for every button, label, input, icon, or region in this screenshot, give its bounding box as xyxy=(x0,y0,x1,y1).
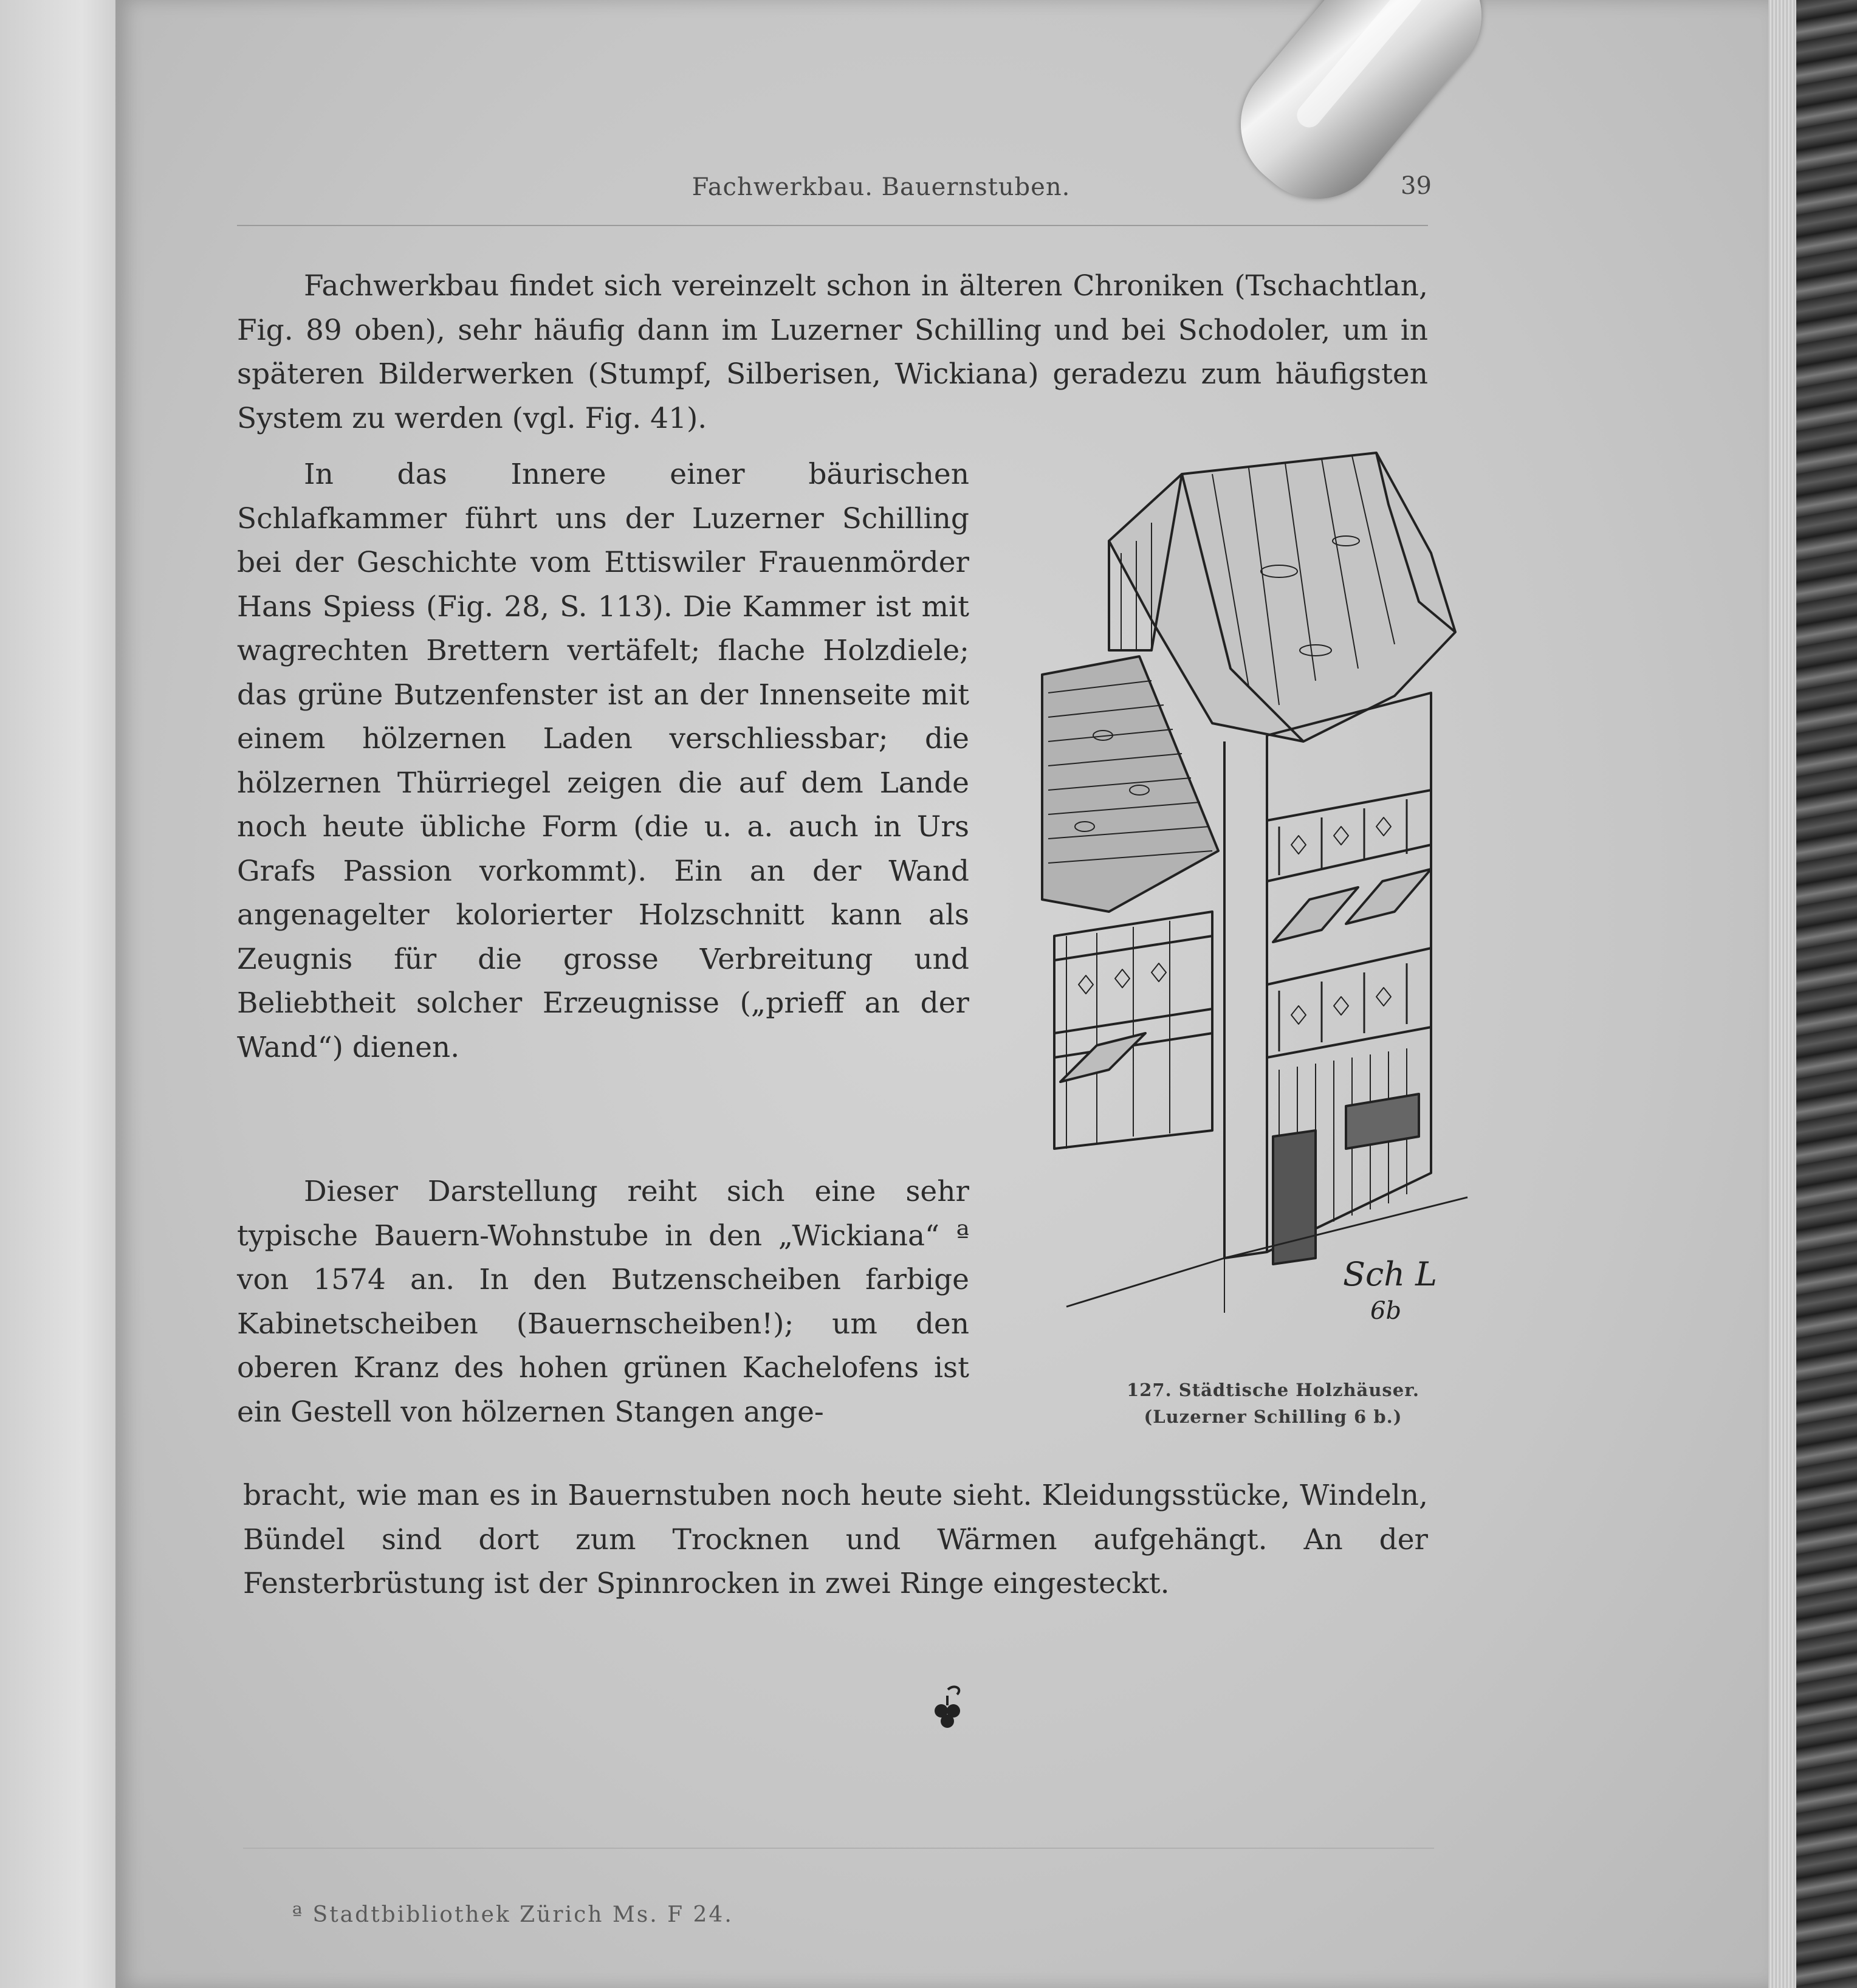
figure-caption-title: 127. Städtische Holzhäuser. xyxy=(1127,1380,1419,1400)
page-number: 39 xyxy=(1401,172,1432,200)
paragraph-3-continued: bracht, wie man es in Bauernstuben noch heute sieht. Kleidungsstücke, Windeln, Bündel sind dort zum Trocknen und Wärmen aufgehängt. An der Fensterbrüstung ist der Spinnrocken in zwei Ringe eingesteckt. xyxy=(243,1479,1428,1600)
artist-signature: Sch L xyxy=(1343,1255,1438,1293)
figure-caption-source: (Luzerner Schilling 6 b.) xyxy=(1144,1406,1402,1427)
figure-illustration xyxy=(1030,450,1504,1331)
header-rule xyxy=(237,225,1428,226)
paragraph-1: Fachwerkbau findet sich vereinzelt schon in älteren Chroniken (Tschachtlan, Fig. 89 oben), sehr häufig dann im Luzerner Schilling und bei Schodoler, um in späteren Bilderwerken (Stumpf, Silberisen, Wickiana) geradezu zum häufigsten System zu werden (vgl. Fig. 41). xyxy=(237,269,1428,435)
running-head: Fachwerkbau. Bauernstuben. xyxy=(692,173,1071,201)
artist-signature-number: 6b xyxy=(1370,1297,1402,1325)
book-cover-edge xyxy=(1790,0,1857,1988)
half-timbered-houses-drawing xyxy=(1030,450,1504,1331)
footnote: ª Stadtbibliothek Zürich Ms. F 24. xyxy=(292,1902,733,1927)
paragraph-3: Dieser Darstellung reiht sich eine sehr typische Bauern-Wohnstube in den „Wickiana“ ª von 1574 an. In den Butzenscheiben farbige Kabinetscheiben (Bauernscheiben!); um den oberen Kranz des hohen grünen Kachelofens ist ein Gestell von hölzernen Stangen ange- xyxy=(237,1175,969,1429)
paragraph-2: In das Innere einer bäurischen Schlafkammer führt uns der Luzerner Schilling bei der Geschichte vom Ettiswiler Frauenmörder Hans Spiess (Fig. 28, S. 113). Die Kammer ist mit wagrechten Brettern vertäfelt; flache Holzdiele; das grüne Butzenfenster ist an der Innenseite mit einem hölzernen Laden verschliessbar; die hölzernen Thürriegel zeigen die auf dem Lande noch heute übliche Form (die u. a. auch in Urs Grafs Passion vorkommt). Ein an der Wand angenagelter kolorierter Holzschnitt kann als Zeugnis für die grosse Verbreitung und Beliebtheit solcher Erzeugnisse („prieff an der Wand“) dienen. xyxy=(237,458,969,1064)
floral-vignette-icon xyxy=(927,1684,969,1735)
footnote-rule xyxy=(243,1848,1434,1849)
book-page xyxy=(115,0,1768,1988)
figure-caption xyxy=(1054,1377,1492,1430)
